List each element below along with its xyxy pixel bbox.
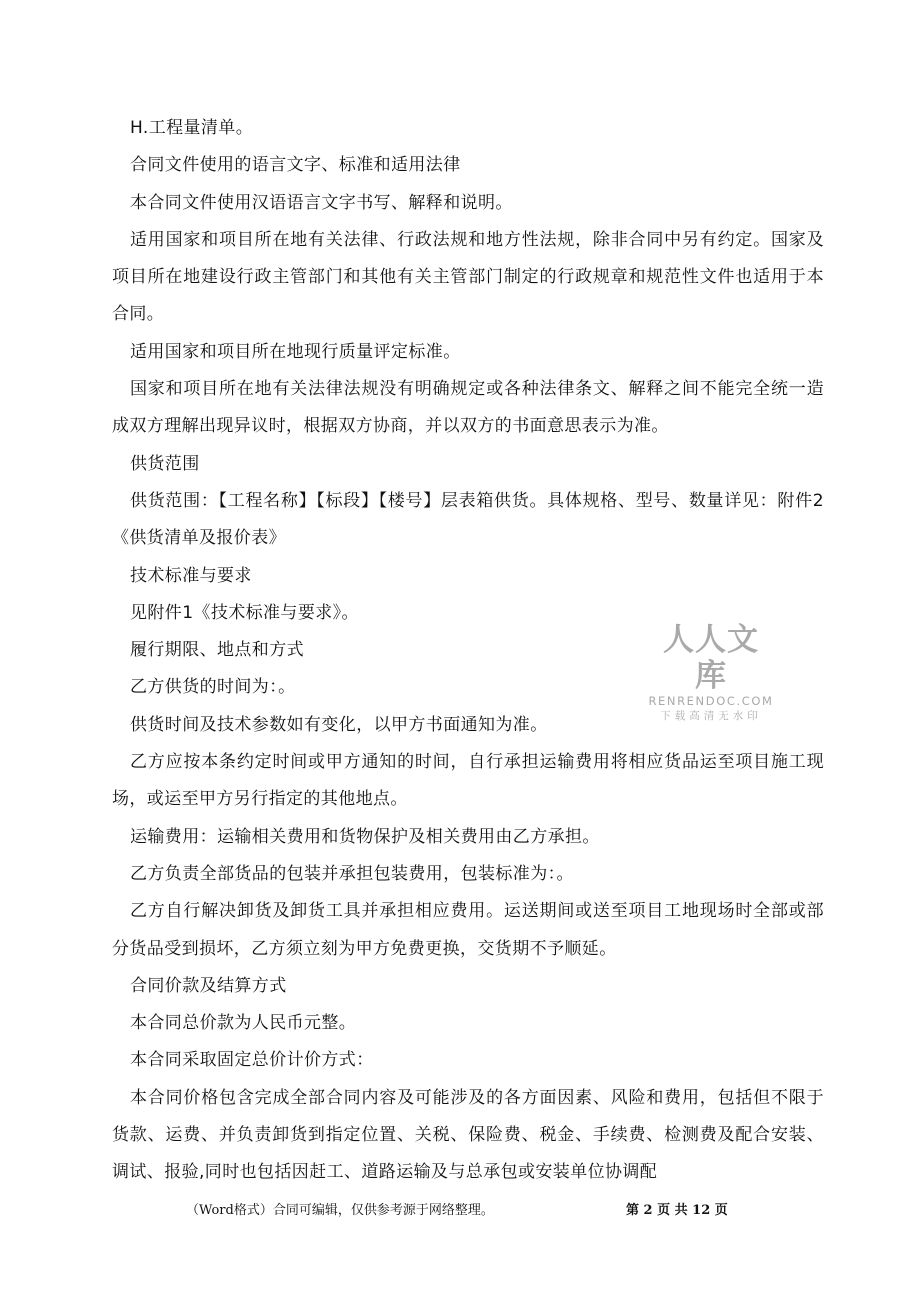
section-heading: 履行期限、地点和方式 [130, 640, 304, 661]
section-heading: 技术标准与要求 [130, 565, 252, 586]
paragraph: 供货范围：【工程名称】【标段】【楼号】层表箱供货。具体规格、型号、数量详见：附件2《供货清单及报价表》 [112, 490, 824, 549]
paragraph: 适用国家和项目所在地有关法律、行政法规和地方性法规，除非合同中另有约定。国家及项目所在地建设行政主管部门和其他有关主管部门制定的行政规章和规范性文件也适用于本合同。 [112, 229, 824, 325]
watermark [648, 622, 774, 724]
paragraph: 适用国家和项目所在地现行质量评定标准。 [130, 341, 461, 362]
paragraph: 见附件1《技术标准与要求》。 [130, 602, 359, 623]
paragraph: 国家和项目所在地有关法律法规没有明确规定或各种法律条文、解释之间不能完全统一造成双方理解出现异议时，根据双方协商，并以双方的书面意思表示为准。 [112, 379, 824, 437]
watermark-slogan: 下载高清无水印 [660, 710, 762, 722]
paragraph: 供货时间及技术参数如有变化，以甲方书面通知为准。 [130, 714, 548, 735]
paragraph: 本合同采取固定总价计价方式： [130, 1050, 374, 1071]
paragraph: 乙方自行解决卸货及卸货工具并承担相应费用。运送期间或送至项目工地现场时全部或部分货品受到损坏，乙方须立刻为甲方免费更换，交货期不予顺延。 [112, 901, 824, 959]
paragraph: 乙方供货的时间为：。 [130, 677, 296, 698]
section-heading: 合同文件使用的语言文字、标准和适用法律 [130, 155, 461, 176]
section-heading: 供货范围 [130, 453, 200, 474]
paragraph: 本合同价格包含完成全部合同内容及可能涉及的各方面因素、风险和费用，包括但不限于货款、运费、并负责卸货到指定位置、关税、保险费、税金、手续费、检测费及配合安装、调试、报验,同时也包括因赶工、道路运输及与总承包或安装单位协调配 [112, 1087, 824, 1183]
footer-note: （Word格式）合同可编辑，仅供参考源于网络整理。 [186, 1203, 494, 1218]
page-number: 第 2 页 共 12 页 [626, 1203, 728, 1218]
page-footer [0, 1199, 920, 1223]
paragraph: 乙方应按本条约定时间或甲方通知的时间，自行承担运输费用将相应货品运至项目施工现场，或运至甲方另行指定的其他地点。 [112, 752, 824, 810]
paragraph: H.工程量清单。 [130, 118, 254, 138]
paragraph: 本合同总价款为人民币元整。 [130, 1013, 357, 1034]
watermark-title: 人人文库 [663, 622, 759, 694]
section-heading: 合同价款及结算方式 [130, 975, 287, 996]
watermark-domain: RENRENDOC.COM [648, 694, 774, 708]
paragraph: 运输费用：运输相关费用和货物保护及相关费用由乙方承担。 [130, 826, 600, 847]
paragraph: 本合同文件使用汉语语言文字书写、解释和说明。 [130, 192, 513, 213]
paragraph: 乙方负责全部货品的包装并承担包装费用，包装标准为：。 [130, 863, 574, 884]
